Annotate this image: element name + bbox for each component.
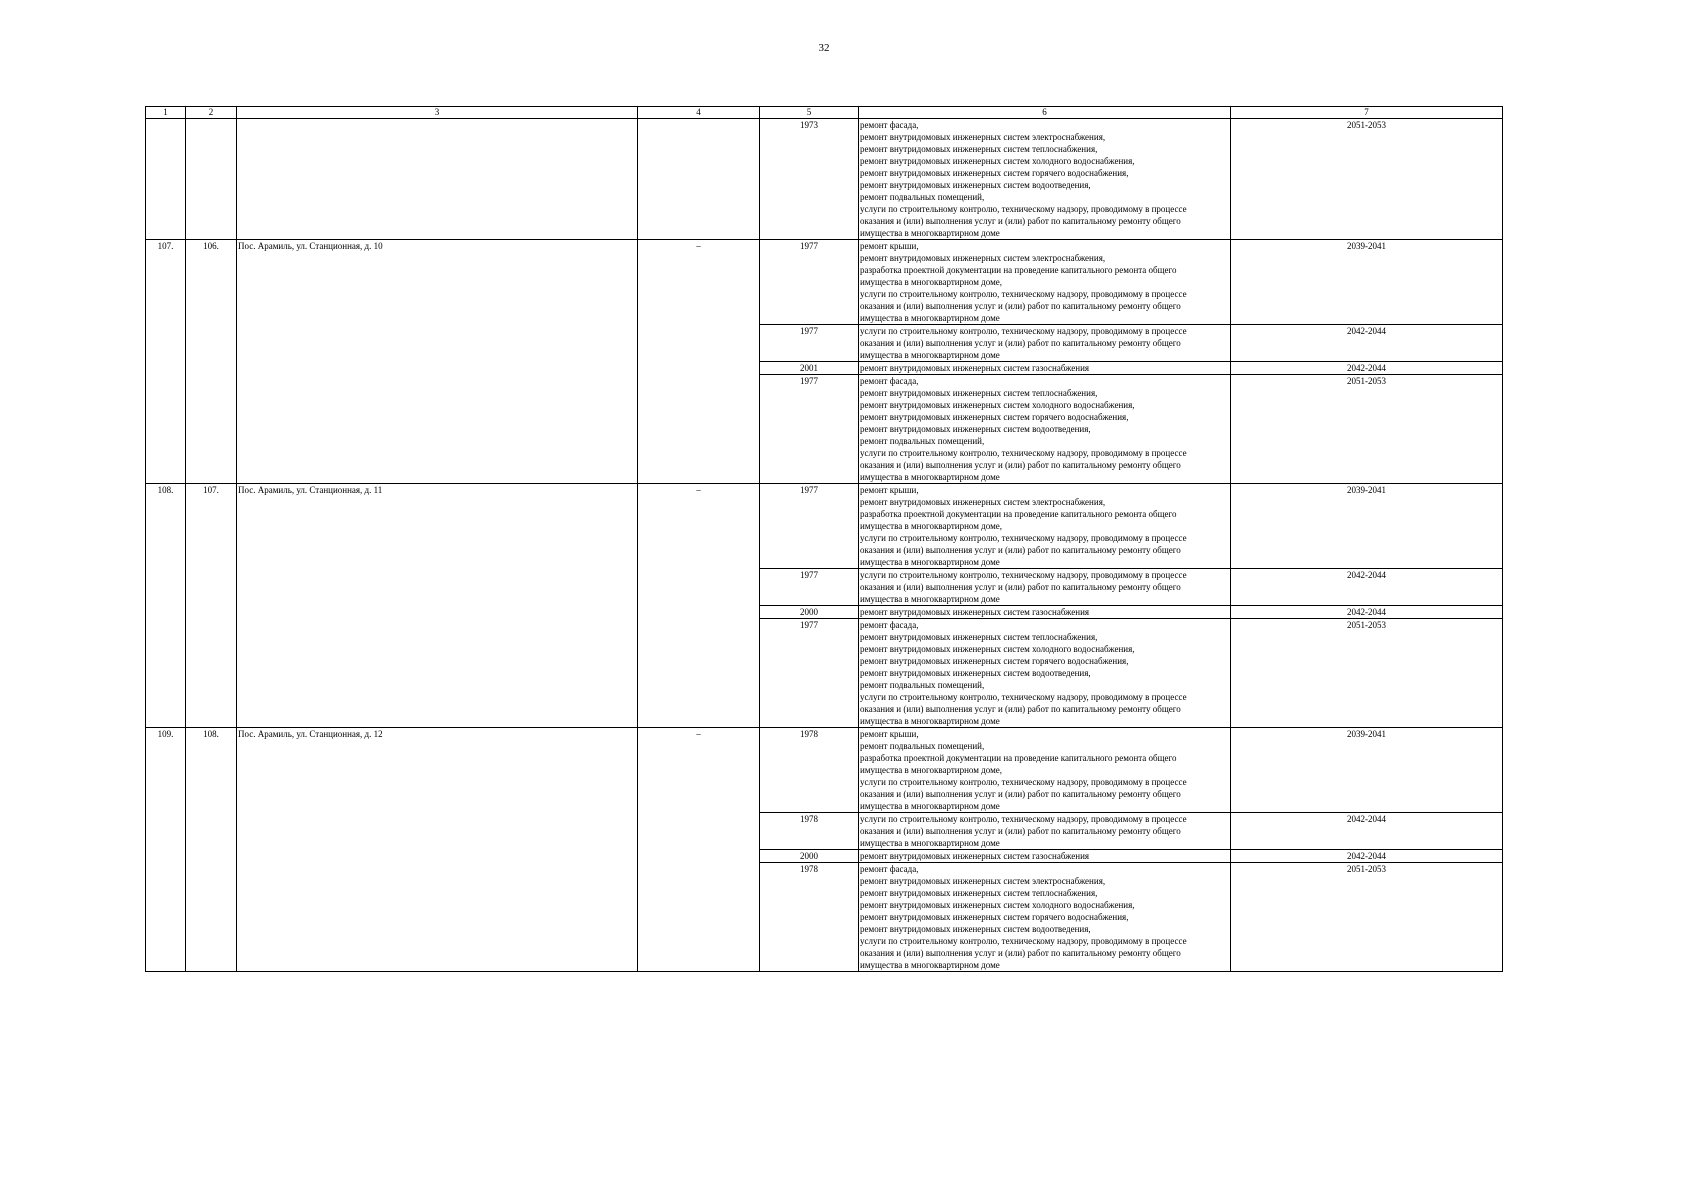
work-line: ремонт внутридомовых инженерных систем теплоснабжения,: [860, 388, 1098, 398]
work-line: ремонт подвальных помещений,: [860, 741, 985, 751]
work-line: разработка проектной документации на проведение капитального ремонта общего: [860, 753, 1177, 763]
work-line: имущества в многоквартирном доме: [860, 472, 1000, 482]
work-line: оказания и (или) выполнения услуг и (или) работ по капитальному ремонту общего: [860, 301, 1181, 311]
work-line: услуги по строительному контролю, техническому надзору, проводимому в процессе: [860, 936, 1187, 946]
work-line: услуги по строительному контролю, техническому надзору, проводимому в процессе: [860, 289, 1187, 299]
year-cell: 1978: [760, 813, 859, 850]
work-line: имущества в многоквартирном доме: [860, 716, 1000, 726]
work-line: ремонт внутридомовых инженерных систем холодного водоснабжения,: [860, 644, 1135, 654]
year-cell: 1978: [760, 863, 859, 972]
work-line: услуги по строительному контролю, техническому надзору, проводимому в процессе: [860, 204, 1187, 214]
period-cell: 2042-2044: [1231, 813, 1503, 850]
work-line: оказания и (или) выполнения услуг и (или) работ по капитальному ремонту общего: [860, 789, 1181, 799]
work-line: ремонт внутридомовых инженерных систем горячего водоснабжения,: [860, 656, 1129, 666]
work-line: ремонт крыши,: [860, 729, 919, 739]
works-cell: [859, 240, 1231, 325]
header-col-5: 5: [760, 107, 859, 119]
year-cell: 1977: [760, 375, 859, 484]
work-line: ремонт внутридомовых инженерных систем теплоснабжения,: [860, 632, 1098, 642]
period-cell: 2042-2044: [1231, 362, 1503, 375]
period-cell: 2042-2044: [1231, 606, 1503, 619]
work-line: ремонт крыши,: [860, 485, 919, 495]
work-line: имущества в многоквартирном доме,: [860, 765, 1003, 775]
works-cell: [859, 569, 1231, 606]
period-cell: 2042-2044: [1231, 325, 1503, 362]
year-cell: 1978: [760, 728, 859, 813]
work-line: ремонт подвальных помещений,: [860, 436, 985, 446]
work-line: имущества в многоквартирном доме: [860, 960, 1000, 970]
header-col-1: 1: [146, 107, 186, 119]
works-cell: [859, 813, 1231, 850]
year-cell: 1973: [760, 119, 859, 240]
year-cell: 2000: [760, 850, 859, 863]
work-line: имущества в многоквартирном доме: [860, 313, 1000, 323]
header-col-6: 6: [859, 107, 1231, 119]
work-line: услуги по строительному контролю, техническому надзору, проводимому в процессе: [860, 777, 1187, 787]
period-cell: 2051-2053: [1231, 863, 1503, 972]
work-line: ремонт внутридомовых инженерных систем водоотведения,: [860, 424, 1091, 434]
table-header: [146, 107, 1503, 119]
period-cell: 2039-2041: [1231, 240, 1503, 325]
year-cell: 1977: [760, 569, 859, 606]
period-cell: 2051-2053: [1231, 119, 1503, 240]
works-cell: [859, 375, 1231, 484]
works-cell: [859, 119, 1231, 240]
col4-cell: –: [638, 240, 760, 484]
work-line: оказания и (или) выполнения услуг и (или) работ по капитальному ремонту общего: [860, 338, 1181, 348]
work-line: ремонт внутридомовых инженерных систем электроснабжения,: [860, 497, 1106, 507]
work-line: услуги по строительному контролю, техническому надзору, проводимому в процессе: [860, 570, 1187, 580]
house-number: [186, 119, 237, 240]
works-cell: [859, 850, 1231, 863]
row-number: 108.: [146, 484, 186, 728]
works-cell: [859, 606, 1231, 619]
page-number: 32: [818, 42, 830, 54]
work-line: ремонт внутридомовых инженерных систем теплоснабжения,: [860, 144, 1098, 154]
work-line: ремонт внутридомовых инженерных систем водоотведения,: [860, 180, 1091, 190]
year-cell: 1977: [760, 325, 859, 362]
work-line: ремонт внутридомовых инженерных систем водоотведения,: [860, 668, 1091, 678]
capital-repair-table: [145, 106, 1503, 972]
works-cell: [859, 728, 1231, 813]
work-line: разработка проектной документации на проведение капитального ремонта общего: [860, 509, 1177, 519]
work-line: ремонт внутридомовых инженерных систем холодного водоснабжения,: [860, 900, 1135, 910]
work-line: имущества в многоквартирном доме: [860, 838, 1000, 848]
work-line: имущества в многоквартирном доме: [860, 350, 1000, 360]
work-line: услуги по строительному контролю, техническому надзору, проводимому в процессе: [860, 533, 1187, 543]
col4-cell: [638, 119, 760, 240]
period-cell: 2042-2044: [1231, 569, 1503, 606]
period-cell: 2039-2041: [1231, 484, 1503, 569]
period-cell: 2039-2041: [1231, 728, 1503, 813]
row-number: [146, 119, 186, 240]
works-cell: [859, 484, 1231, 569]
work-line: оказания и (или) выполнения услуг и (или) работ по капитальному ремонту общего: [860, 826, 1181, 836]
period-cell: 2051-2053: [1231, 619, 1503, 728]
work-line: оказания и (или) выполнения услуг и (или) работ по капитальному ремонту общего: [860, 216, 1181, 226]
work-line: ремонт фасада,: [860, 120, 919, 130]
work-line: ремонт внутридомовых инженерных систем газоснабжения: [860, 363, 1090, 373]
period-cell: 2042-2044: [1231, 850, 1503, 863]
work-line: имущества в многоквартирном доме: [860, 557, 1000, 567]
work-line: ремонт фасада,: [860, 620, 919, 630]
header-col-4: 4: [638, 107, 760, 119]
header-col-7: 7: [1231, 107, 1503, 119]
row-number: 107.: [146, 240, 186, 484]
work-line: имущества в многоквартирном доме,: [860, 521, 1003, 531]
work-line: услуги по строительному контролю, техническому надзору, проводимому в процессе: [860, 448, 1187, 458]
work-line: ремонт подвальных помещений,: [860, 192, 985, 202]
address-cell: Пос. Арамиль, ул. Станционная, д. 10: [237, 240, 638, 484]
work-line: ремонт внутридомовых инженерных систем теплоснабжения,: [860, 888, 1098, 898]
work-line: ремонт внутридомовых инженерных систем электроснабжения,: [860, 876, 1106, 886]
work-line: ремонт внутридомовых инженерных систем холодного водоснабжения,: [860, 156, 1135, 166]
work-line: ремонт внутридомовых инженерных систем холодного водоснабжения,: [860, 400, 1135, 410]
works-cell: [859, 325, 1231, 362]
col4-cell: –: [638, 484, 760, 728]
address-cell: Пос. Арамиль, ул. Станционная, д. 11: [237, 484, 638, 728]
header-col-2: 2: [186, 107, 237, 119]
row-number: 109.: [146, 728, 186, 972]
table-row: [146, 484, 1503, 569]
works-cell: [859, 863, 1231, 972]
work-line: ремонт внутридомовых инженерных систем газоснабжения: [860, 851, 1090, 861]
work-line: оказания и (или) выполнения услуг и (или) работ по капитальному ремонту общего: [860, 545, 1181, 555]
table-body: [146, 119, 1503, 972]
works-cell: [859, 362, 1231, 375]
work-line: имущества в многоквартирном доме,: [860, 277, 1003, 287]
work-line: имущества в многоквартирном доме: [860, 801, 1000, 811]
work-line: услуги по строительному контролю, техническому надзору, проводимому в процессе: [860, 692, 1187, 702]
year-cell: 2001: [760, 362, 859, 375]
work-line: ремонт фасада,: [860, 864, 919, 874]
work-line: ремонт внутридомовых инженерных систем горячего водоснабжения,: [860, 412, 1129, 422]
work-line: ремонт внутридомовых инженерных систем электроснабжения,: [860, 132, 1106, 142]
works-cell: [859, 619, 1231, 728]
work-line: ремонт фасада,: [860, 376, 919, 386]
house-number: 108.: [186, 728, 237, 972]
house-number: 106.: [186, 240, 237, 484]
work-line: имущества в многоквартирном доме: [860, 228, 1000, 238]
work-line: оказания и (или) выполнения услуг и (или) работ по капитальному ремонту общего: [860, 582, 1181, 592]
header-col-3: 3: [237, 107, 638, 119]
work-line: разработка проектной документации на проведение капитального ремонта общего: [860, 265, 1177, 275]
address-cell: Пос. Арамиль, ул. Станционная, д. 12: [237, 728, 638, 972]
work-line: оказания и (или) выполнения услуг и (или) работ по капитальному ремонту общего: [860, 460, 1181, 470]
work-line: ремонт внутридомовых инженерных систем электроснабжения,: [860, 253, 1106, 263]
year-cell: 2000: [760, 606, 859, 619]
work-line: ремонт подвальных помещений,: [860, 680, 985, 690]
period-cell: 2051-2053: [1231, 375, 1503, 484]
work-line: услуги по строительному контролю, техническому надзору, проводимому в процессе: [860, 814, 1187, 824]
year-cell: 1977: [760, 619, 859, 728]
work-line: ремонт внутридомовых инженерных систем горячего водоснабжения,: [860, 168, 1129, 178]
year-cell: 1977: [760, 484, 859, 569]
address-cell: [237, 119, 638, 240]
work-line: оказания и (или) выполнения услуг и (или) работ по капитальному ремонту общего: [860, 704, 1181, 714]
work-line: ремонт внутридомовых инженерных систем водоотведения,: [860, 924, 1091, 934]
work-line: ремонт внутридомовых инженерных систем горячего водоснабжения,: [860, 912, 1129, 922]
table-row: [146, 240, 1503, 325]
work-line: оказания и (или) выполнения услуг и (или) работ по капитальному ремонту общего: [860, 948, 1181, 958]
year-cell: 1977: [760, 240, 859, 325]
work-line: услуги по строительному контролю, техническому надзору, проводимому в процессе: [860, 326, 1187, 336]
work-line: имущества в многоквартирном доме: [860, 594, 1000, 604]
table-row: [146, 119, 1503, 240]
work-line: ремонт внутридомовых инженерных систем газоснабжения: [860, 607, 1090, 617]
house-number: 107.: [186, 484, 237, 728]
col4-cell: –: [638, 728, 760, 972]
work-line: ремонт крыши,: [860, 241, 919, 251]
table-row: [146, 728, 1503, 813]
header-row: [146, 107, 1503, 119]
